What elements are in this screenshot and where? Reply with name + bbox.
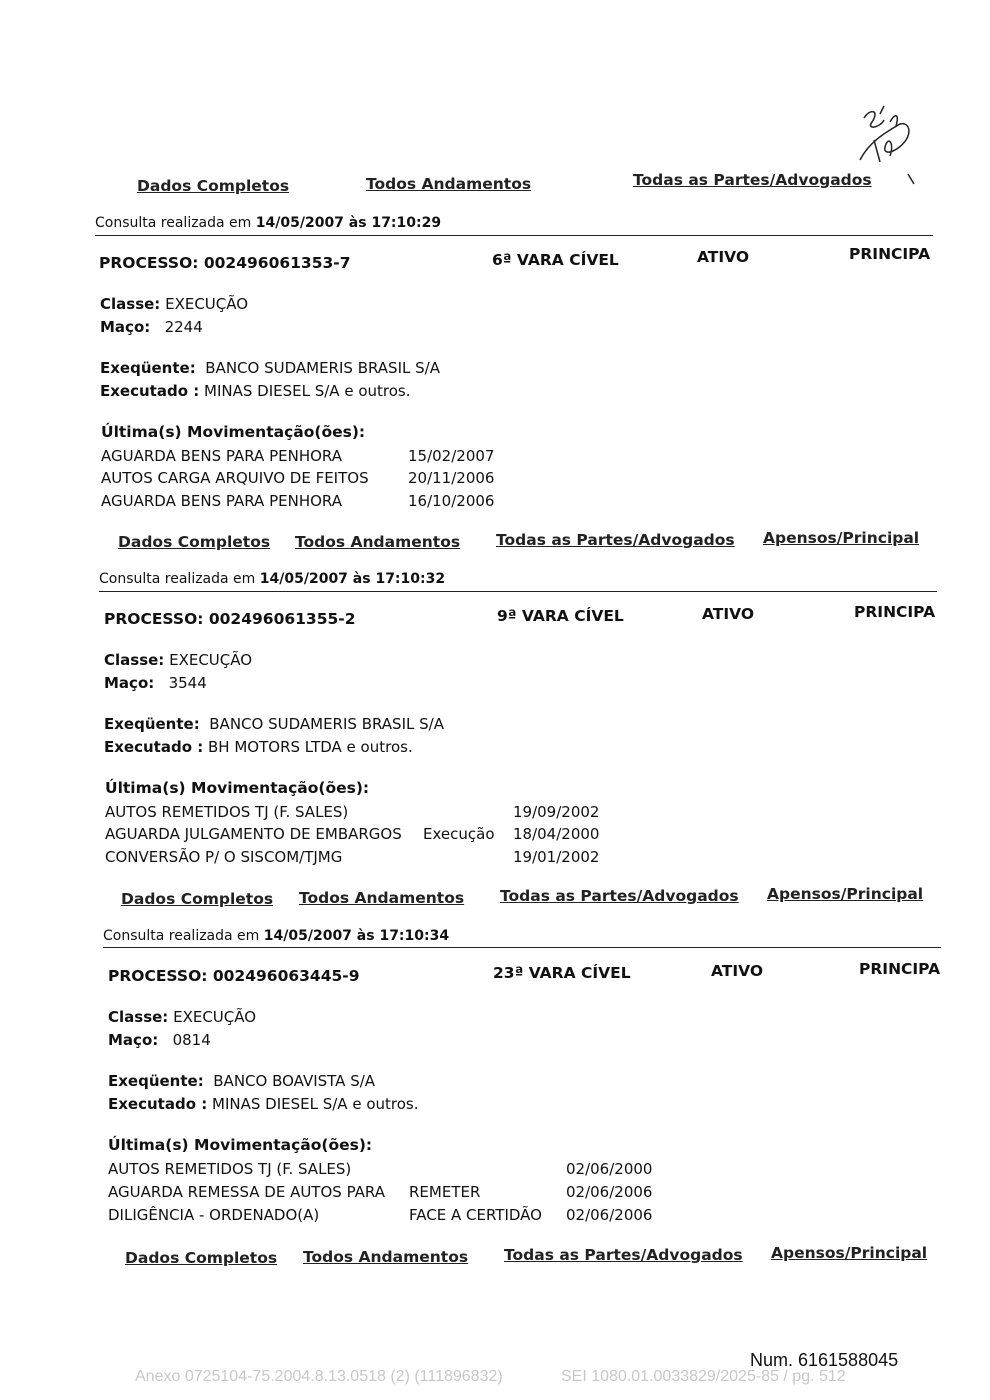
- top-dados-completos-link[interactable]: Dados Completos: [137, 177, 290, 195]
- exequente-field: [100, 359, 440, 377]
- mov-desc: AGUARDA JULGAMENTO DE EMBARGOS: [105, 825, 402, 843]
- movimentacoes-title: Última(s) Movimentação(ões):: [108, 1136, 373, 1154]
- mov-desc: DILIGÊNCIA - ORDENADO(A): [108, 1206, 320, 1224]
- mov-extra: FACE A CERTIDÃO: [409, 1206, 542, 1224]
- executado-label: Executado :: [104, 738, 204, 756]
- executado-label: Executado :: [108, 1095, 208, 1113]
- exequente-label: Exeqüente:: [108, 1072, 204, 1090]
- apensos-principal-link[interactable]: Apensos/Principal: [763, 529, 920, 547]
- divider: [99, 591, 937, 592]
- todas-partes-link[interactable]: Todas as Partes/Advogados: [496, 531, 735, 549]
- exequente-value: BANCO BOAVISTA S/A: [213, 1072, 376, 1090]
- processo-label: PROCESSO: 002496063445-9: [108, 967, 360, 985]
- mov-desc: AUTOS REMETIDOS TJ (F. SALES): [108, 1160, 352, 1178]
- maco-value: 0814: [172, 1031, 211, 1049]
- sei-watermark: SEI 1080.01.0033829/2025-85 / pg. 512: [561, 1368, 846, 1385]
- divider: [95, 235, 933, 236]
- exequente-label: Exeqüente:: [100, 359, 196, 377]
- mov-desc: AGUARDA REMESSA DE AUTOS PARA: [108, 1183, 385, 1201]
- processo-number: 002496061355-2: [208, 610, 356, 628]
- tipo: PRINCIPA: [859, 960, 941, 978]
- consulta-prefix: Consulta realizada em: [95, 215, 252, 231]
- classe-label: Classe:: [108, 1008, 169, 1026]
- vara: 9ª VARA CÍVEL: [497, 607, 624, 625]
- classe-field: [108, 1008, 256, 1026]
- mov-desc: AUTOS REMETIDOS TJ (F. SALES): [105, 803, 349, 821]
- anexo-watermark: Anexo 0725104-75.2004.8.13.0518 (2) (111896832): [135, 1368, 503, 1385]
- apensos-principal-link[interactable]: Apensos/Principal: [767, 885, 924, 903]
- mov-date: 16/10/2006: [408, 492, 495, 510]
- movimentacoes-title: Última(s) Movimentação(ões):: [105, 779, 370, 797]
- todos-andamentos-link[interactable]: Todos Andamentos: [299, 889, 465, 907]
- top-todas-partes-link[interactable]: Todas as Partes/Advogados: [633, 171, 872, 189]
- maco-value: 3544: [168, 674, 207, 692]
- mov-date: 19/01/2002: [513, 848, 600, 866]
- classe-value: EXECUÇÃO: [169, 651, 253, 669]
- movimentacoes-title: Última(s) Movimentação(ões):: [101, 423, 366, 441]
- consulta-line: [95, 215, 441, 231]
- status: ATIVO: [711, 962, 764, 980]
- classe-field: [100, 295, 248, 313]
- mov-desc: AGUARDA BENS PARA PENHORA: [101, 447, 342, 465]
- processo-label: PROCESSO: 002496061355-2: [104, 610, 356, 628]
- vara: 6ª VARA CÍVEL: [492, 251, 619, 269]
- exequente-label: Exeqüente:: [104, 715, 200, 733]
- mov-date: 20/11/2006: [408, 469, 495, 487]
- mov-date: 02/06/2006: [566, 1206, 653, 1224]
- consulta-prefix: Consulta realizada em: [99, 571, 256, 587]
- consulta-line: [103, 928, 449, 944]
- executado-label: Executado :: [100, 382, 200, 400]
- mov-desc: AUTOS CARGA ARQUIVO DE FEITOS: [101, 469, 369, 487]
- consulta-prefix: Consulta realizada em: [103, 928, 260, 944]
- status: ATIVO: [702, 605, 755, 623]
- processo-number: 002496061353-7: [203, 254, 351, 272]
- maco-label: Maço:: [100, 318, 151, 336]
- classe-value: EXECUÇÃO: [165, 295, 249, 313]
- mov-desc: CONVERSÃO P/ O SISCOM/TJMG: [105, 848, 343, 866]
- todas-partes-link[interactable]: Todas as Partes/Advogados: [504, 1246, 743, 1264]
- dados-completos-link[interactable]: Dados Completos: [118, 533, 271, 551]
- maco-label: Maço:: [104, 674, 155, 692]
- classe-label: Classe:: [104, 651, 165, 669]
- executado-field: [104, 738, 413, 756]
- mov-date: 18/04/2000: [513, 825, 600, 843]
- maco-value: 2244: [164, 318, 203, 336]
- executado-value: MINAS DIESEL S/A e outros.: [212, 1095, 419, 1113]
- exequente-field: [104, 715, 444, 733]
- executado-value: MINAS DIESEL S/A e outros.: [204, 382, 411, 400]
- mov-date: 15/02/2007: [408, 447, 495, 465]
- tipo: PRINCIPA: [854, 603, 936, 621]
- mov-extra: Execução: [423, 825, 495, 843]
- executado-value: BH MOTORS LTDA e outros.: [208, 738, 413, 756]
- todas-partes-link[interactable]: Todas as Partes/Advogados: [500, 887, 739, 905]
- mov-extra: REMETER: [409, 1183, 481, 1201]
- mov-date: 19/09/2002: [513, 803, 600, 821]
- dados-completos-link[interactable]: Dados Completos: [125, 1249, 278, 1267]
- consulta-time: 14/05/2007 às 17:10:32: [259, 571, 446, 587]
- classe-field: [104, 651, 252, 669]
- maco-field: [100, 318, 203, 336]
- consulta-line: [99, 571, 445, 587]
- exequente-value: BANCO SUDAMERIS BRASIL S/A: [205, 359, 440, 377]
- status: ATIVO: [697, 248, 750, 266]
- dados-completos-link[interactable]: Dados Completos: [121, 890, 274, 908]
- maco-field: [104, 674, 207, 692]
- consulta-time: 14/05/2007 às 17:10:29: [255, 215, 442, 231]
- consulta-time: 14/05/2007 às 17:10:34: [263, 928, 450, 944]
- executado-field: [108, 1095, 419, 1113]
- todos-andamentos-link[interactable]: Todos Andamentos: [295, 533, 461, 551]
- processo-number: 002496063445-9: [212, 967, 360, 985]
- exequente-field: [108, 1072, 375, 1090]
- top-todos-andamentos-link[interactable]: Todos Andamentos: [366, 175, 532, 193]
- classe-label: Classe:: [100, 295, 161, 313]
- divider: [103, 947, 941, 948]
- mov-desc: AGUARDA BENS PARA PENHORA: [101, 492, 342, 510]
- mov-date: 02/06/2006: [566, 1183, 653, 1201]
- processo-label: PROCESSO: 002496061353-7: [99, 254, 351, 272]
- tipo: PRINCIPA: [849, 245, 931, 263]
- maco-field: [108, 1031, 211, 1049]
- executado-field: [100, 382, 411, 400]
- vara: 23ª VARA CÍVEL: [493, 964, 631, 982]
- maco-label: Maço:: [108, 1031, 159, 1049]
- mov-date: 02/06/2000: [566, 1160, 653, 1178]
- classe-value: EXECUÇÃO: [173, 1008, 257, 1026]
- todos-andamentos-link[interactable]: Todos Andamentos: [303, 1248, 469, 1266]
- exequente-value: BANCO SUDAMERIS BRASIL S/A: [209, 715, 444, 733]
- apensos-principal-link[interactable]: Apensos/Principal: [771, 1244, 928, 1262]
- document-number: Num. 6161588045: [750, 1350, 899, 1370]
